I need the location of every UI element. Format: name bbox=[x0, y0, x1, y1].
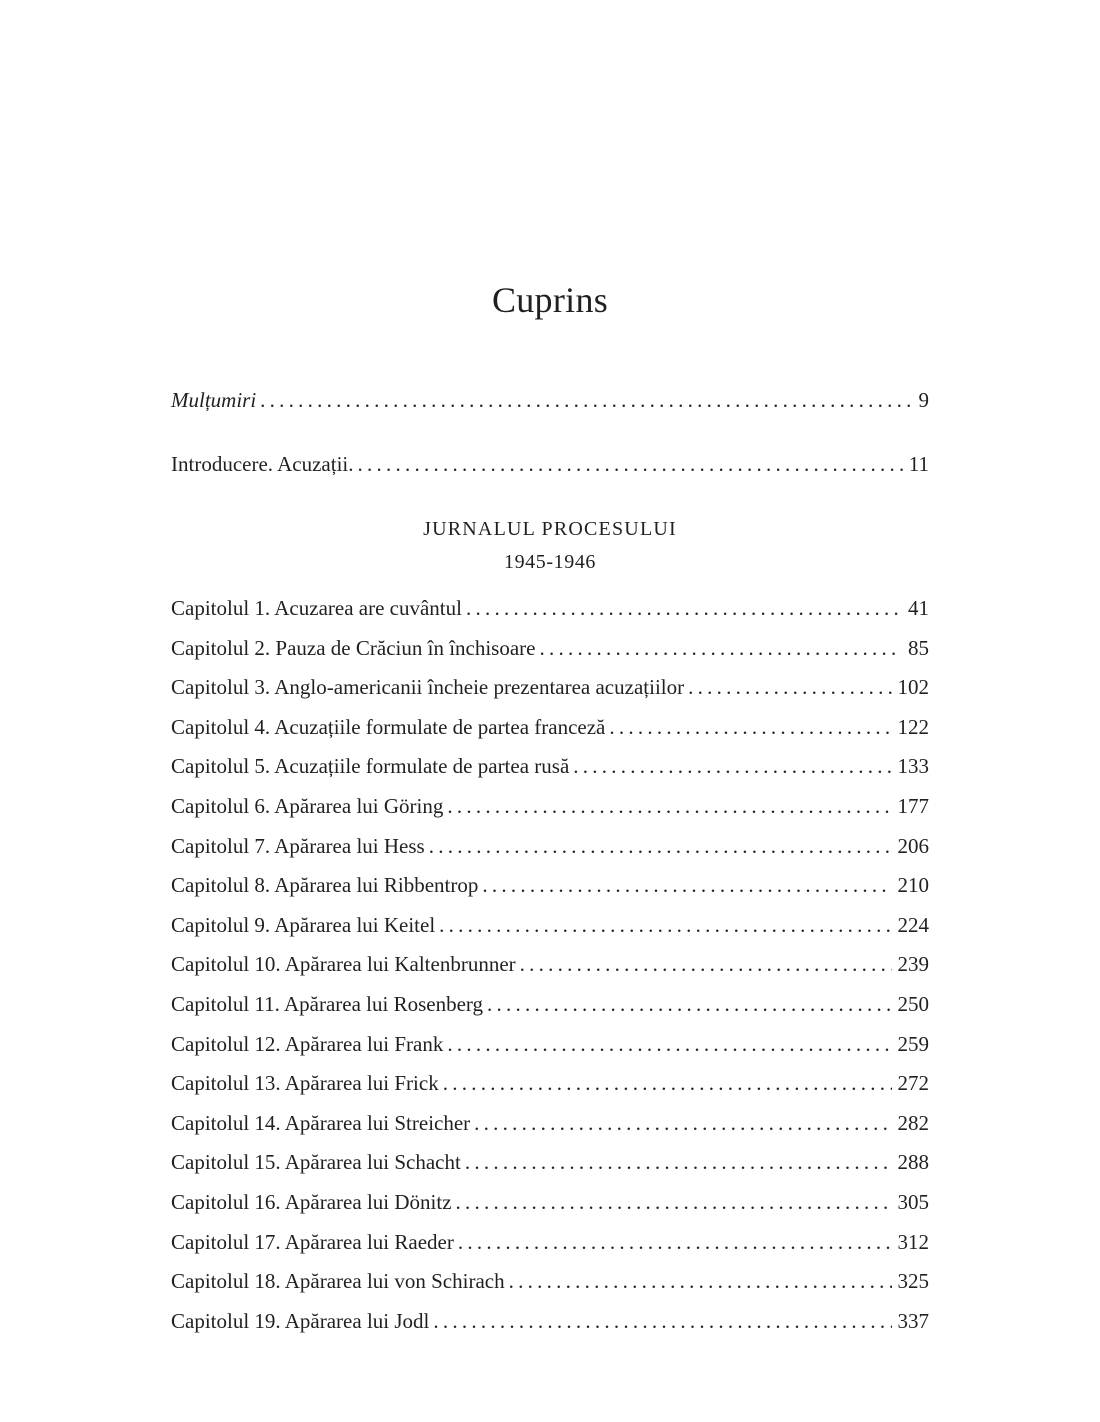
toc-entry-chapter-6 bbox=[171, 792, 929, 820]
toc-entry-chapter-2 bbox=[171, 634, 929, 662]
toc-entry-label: Capitolul 18. Apărarea lui von Schirach bbox=[171, 1269, 505, 1294]
toc-entry-label: Capitolul 13. Apărarea lui Frick bbox=[171, 1071, 439, 1096]
dot-leader bbox=[358, 450, 903, 478]
toc-entry-page: 133 bbox=[897, 754, 929, 779]
toc-entry-label: Capitolul 5. Acuzațiile formulate de partea rusă bbox=[171, 754, 570, 779]
toc-entry-page: 272 bbox=[897, 1071, 929, 1096]
toc-entry-page: 122 bbox=[897, 714, 929, 739]
toc-entry-label: Capitolul 8. Apărarea lui Ribbentrop bbox=[171, 873, 479, 898]
toc-entry-label: Introducere. Acuzații. bbox=[171, 452, 354, 476]
dot-leader bbox=[433, 1307, 891, 1335]
toc-entry-page: 259 bbox=[897, 1031, 929, 1056]
dot-leader bbox=[609, 713, 891, 741]
toc-entry-chapter-12 bbox=[171, 1030, 929, 1058]
dot-leader bbox=[688, 673, 891, 701]
toc-entry-chapter-1 bbox=[171, 594, 929, 622]
toc-entry-page: 250 bbox=[897, 992, 929, 1016]
toc-entry-page: 210 bbox=[897, 873, 929, 898]
dot-leader bbox=[447, 1030, 891, 1058]
toc-entry-chapter-5 bbox=[171, 752, 929, 780]
toc-entry-page: 41 bbox=[908, 596, 929, 620]
toc-entry-label: Capitolul 10. Apărarea lui Kaltenbrunner bbox=[171, 952, 516, 977]
toc-entry-page: 9 bbox=[918, 388, 929, 412]
toc-entry-page: 288 bbox=[897, 1150, 929, 1175]
dot-leader bbox=[482, 871, 891, 899]
toc-entry-label: Capitolul 9. Apărarea lui Keitel bbox=[171, 912, 436, 937]
toc-entry-label: Capitolul 12. Apărarea lui Frank bbox=[171, 1031, 444, 1056]
toc-entry-page: 305 bbox=[897, 1190, 929, 1214]
toc-entry-chapter-14 bbox=[171, 1109, 929, 1137]
toc-entry-label: Capitolul 11. Apărarea lui Rosenberg bbox=[171, 992, 484, 1016]
dot-leader bbox=[456, 1188, 892, 1216]
toc-entry-introduction bbox=[171, 450, 929, 478]
toc-entry-chapter-3 bbox=[171, 673, 929, 701]
toc-entry-label: Capitolul 4. Acuzațiile formulate de partea franceză bbox=[171, 714, 606, 739]
dot-leader bbox=[443, 1069, 892, 1097]
dot-leader bbox=[458, 1228, 892, 1256]
toc-entry-chapter-17 bbox=[171, 1228, 929, 1256]
dot-leader bbox=[260, 386, 912, 414]
toc-entry-label: Capitolul 17. Apărarea lui Raeder bbox=[171, 1229, 454, 1254]
toc-entry-page: 206 bbox=[897, 833, 929, 858]
toc-entry-page: 177 bbox=[897, 794, 929, 818]
toc-entry-page: 337 bbox=[897, 1308, 929, 1333]
toc-entry-chapter-9 bbox=[171, 911, 929, 939]
toc-entry-chapter-13 bbox=[171, 1069, 929, 1097]
toc-entry-label: Capitolul 16. Apărarea lui Dönitz bbox=[171, 1190, 452, 1214]
toc-entry-chapter-19 bbox=[171, 1307, 929, 1335]
toc-entry-acknowledgements bbox=[171, 386, 929, 414]
dot-leader bbox=[466, 594, 902, 622]
dot-leader bbox=[447, 792, 891, 820]
dot-leader bbox=[520, 950, 892, 978]
dot-leader bbox=[509, 1267, 892, 1295]
dot-leader bbox=[439, 911, 891, 939]
section-years: 1945-1946 bbox=[503, 551, 597, 573]
dot-leader bbox=[465, 1148, 892, 1176]
toc-entry-chapter-10 bbox=[171, 950, 929, 978]
page-title: Cuprins bbox=[491, 280, 609, 320]
toc-entry-page: 325 bbox=[897, 1269, 929, 1294]
dot-leader bbox=[474, 1109, 891, 1137]
dot-leader bbox=[487, 990, 891, 1018]
toc-entry-chapter-15 bbox=[171, 1148, 929, 1176]
toc-entry-label: Capitolul 7. Apărarea lui Hess bbox=[171, 833, 425, 858]
toc-entry-page: 11 bbox=[908, 452, 929, 476]
toc-entry-page: 239 bbox=[897, 952, 929, 977]
toc-entry-chapter-11 bbox=[171, 990, 929, 1018]
toc-entry-label: Capitolul 2. Pauza de Crăciun în închisoare bbox=[171, 635, 536, 660]
toc-entry-label: Capitolul 3. Anglo-americanii încheie prezentarea acuzațiilor bbox=[171, 675, 685, 700]
section-heading: JURNALUL PROCESULUI bbox=[423, 518, 677, 540]
toc-entry-chapter-8 bbox=[171, 871, 929, 899]
toc-entry-label: Mulțumiri bbox=[171, 388, 257, 412]
dot-leader bbox=[573, 752, 891, 780]
toc-entry-chapter-4 bbox=[171, 713, 929, 741]
toc-entry-chapter-18 bbox=[171, 1267, 929, 1295]
toc-entry-page: 85 bbox=[908, 635, 929, 660]
dot-leader bbox=[540, 634, 903, 662]
toc-entry-label: Capitolul 1. Acuzarea are cuvântul bbox=[171, 596, 462, 620]
toc-entry-label: Capitolul 14. Apărarea lui Streicher bbox=[171, 1110, 471, 1135]
toc-entry-page: 312 bbox=[897, 1229, 929, 1254]
toc-entry-page: 102 bbox=[897, 675, 929, 700]
toc-entry-label: Capitolul 15. Apărarea lui Schacht bbox=[171, 1150, 461, 1175]
toc-entry-chapter-7 bbox=[171, 832, 929, 860]
toc-entry-page: 282 bbox=[897, 1110, 929, 1135]
toc-entry-label: Capitolul 19. Apărarea lui Jodl bbox=[171, 1308, 430, 1333]
toc-entry-chapter-16 bbox=[171, 1188, 929, 1216]
dot-leader bbox=[429, 832, 892, 860]
toc-entry-label: Capitolul 6. Apărarea lui Göring bbox=[171, 794, 444, 818]
toc-entry-page: 224 bbox=[897, 912, 929, 937]
